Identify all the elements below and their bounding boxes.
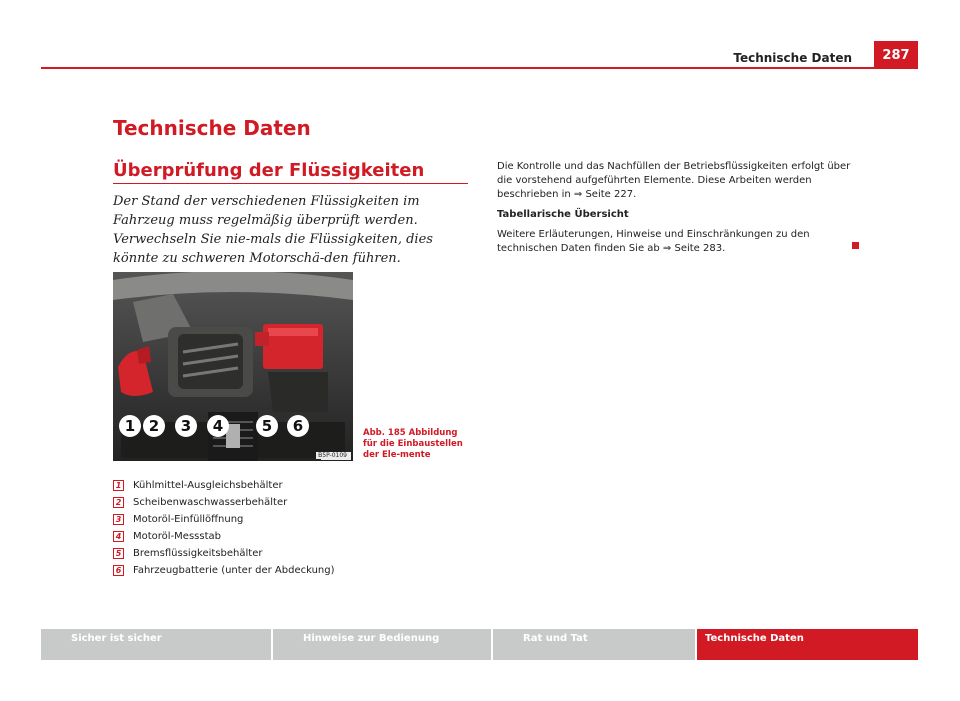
- legend-number: 6: [113, 565, 124, 576]
- header-rule: [41, 67, 918, 69]
- legend-item: [113, 528, 335, 545]
- footer-tab-technische-daten[interactable]: Technische Daten: [695, 629, 918, 660]
- page-number-badge: 287: [874, 41, 918, 69]
- legend-label: Motoröl-Messstab: [133, 531, 221, 542]
- running-title: Technische Daten: [733, 51, 852, 65]
- callout-4: 4: [207, 415, 229, 437]
- intro-paragraph: Die Kontrolle und das Nachfüllen der Betriebsflüssigkeiten erfolgt über die vorstehend aufgeführten Elemente. Diese Arbeiten werden beschrieben in ⇒ Seite 227.: [497, 161, 851, 200]
- section-rule: [113, 183, 468, 184]
- legend-label: Motoröl-Einfüllöffnung: [133, 514, 244, 525]
- legend-label: Scheibenwaschwasserbehälter: [133, 497, 288, 508]
- footer-tab-hinweise[interactable]: Hinweise zur Bedienung: [271, 629, 491, 660]
- callout-2: 2: [143, 415, 165, 437]
- legend-item: [113, 511, 335, 528]
- right-column: [497, 160, 857, 262]
- legend-number: 3: [113, 514, 124, 525]
- callout-1: 1: [119, 415, 141, 437]
- subheading: Tabellarische Übersicht: [497, 209, 629, 220]
- footer-navigation: [41, 629, 918, 660]
- legend-item: [113, 545, 335, 562]
- legend-label: Bremsflüssigkeitsbehälter: [133, 548, 263, 559]
- section-end-marker: [852, 242, 859, 249]
- legend-label: Fahrzeugbatterie (unter der Abdeckung): [133, 565, 335, 576]
- legend-item: [113, 477, 335, 494]
- figure-caption: Abb. 185 Abbildung für die Einbaustellen der Ele-mente: [363, 428, 463, 460]
- page-title: Technische Daten: [113, 116, 311, 140]
- section-title: Überprüfung der Flüssigkeiten: [113, 160, 425, 181]
- engine-bay-figure: [113, 272, 353, 461]
- footer-tab-sicher[interactable]: Sicher ist sicher: [41, 629, 271, 660]
- callout-5: 5: [256, 415, 278, 437]
- image-code-label: B5P-0109: [318, 452, 347, 459]
- legend-number: 5: [113, 548, 124, 559]
- legend-item: [113, 494, 335, 511]
- legend-number: 1: [113, 480, 124, 491]
- callout-row: [119, 415, 319, 439]
- footer-tab-rat-und-tat[interactable]: Rat und Tat: [491, 629, 695, 660]
- legend-label: Kühlmittel-Ausgleichsbehälter: [133, 480, 283, 491]
- legend-number: 2: [113, 497, 124, 508]
- callout-3: 3: [175, 415, 197, 437]
- section-lead-text: Der Stand der verschiedenen Flüssigkeiten im Fahrzeug muss regelmäßig überprüft werden. Verwechseln Sie nie-mals die Flüssigkeiten, dies könnte zu schweren Motorschä-den führen.: [113, 194, 433, 266]
- legend-number: 4: [113, 531, 124, 542]
- reference-paragraph: Weitere Erläuterungen, Hinweise und Einschränkungen zu den technischen Daten finden Sie ab ⇒ Seite 283.: [497, 229, 810, 254]
- callout-6: 6: [287, 415, 309, 437]
- legend-list: [113, 477, 335, 579]
- legend-item: [113, 562, 335, 579]
